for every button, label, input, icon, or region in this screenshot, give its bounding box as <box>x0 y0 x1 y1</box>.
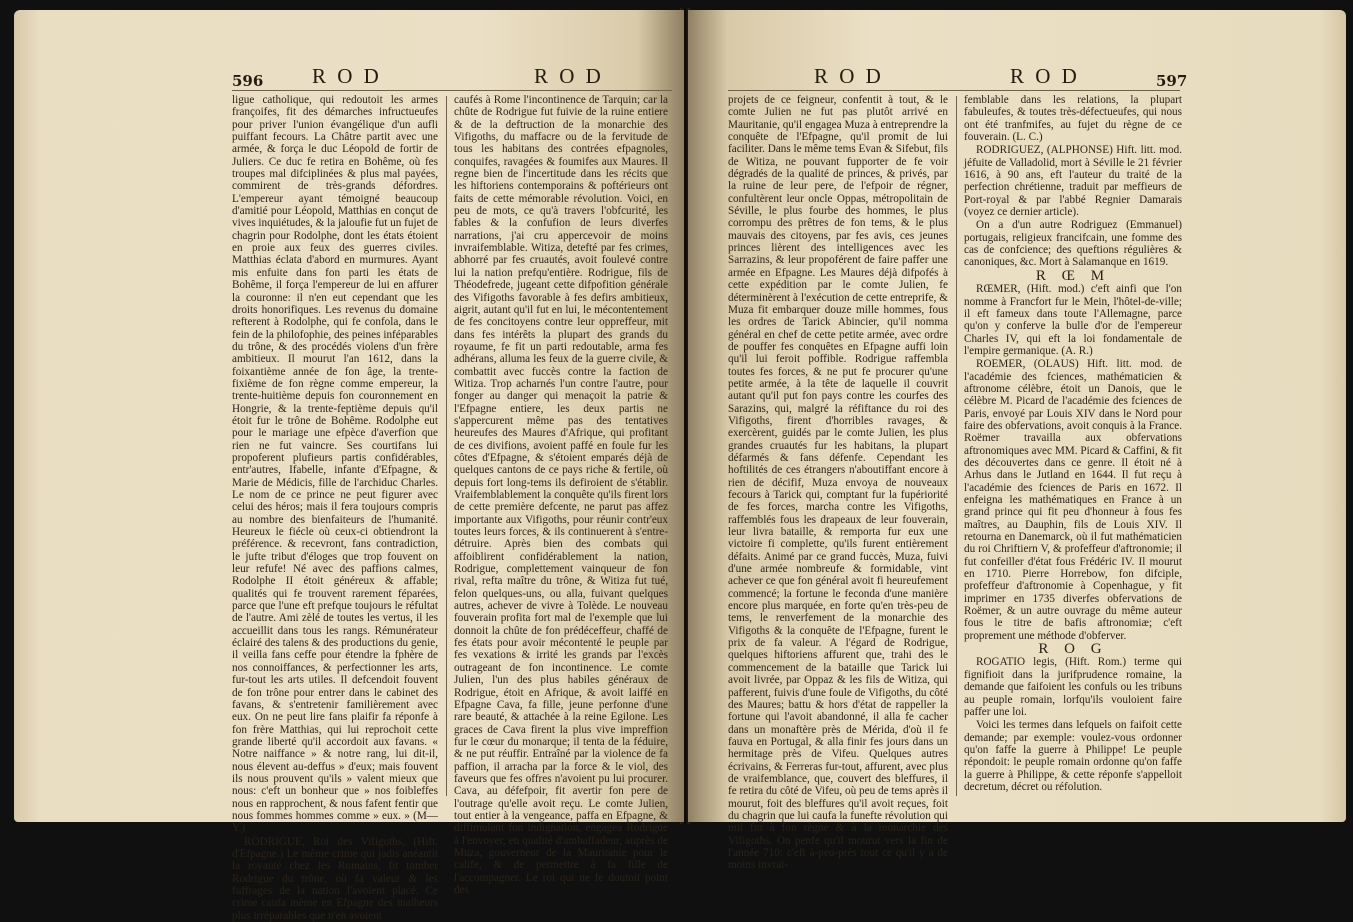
paragraph: ROEMER, (OLAUS) Hift. litt. mod. de l'académie des fciences, mathématicien & aftronome célèbre, étoit un Danois, que le célèbre M. Picard de l'académie des fciences de Paris, envoyé par Louis XIV dans le Nord pour faire des obfervations, avoit conquis à la France. Roëmer travailla aux obfervations aftronomiques avec MM. Picard & Caffini, & fit des découvertes dans ce genre. Il étoit né à Arhus dans le Jutland en 1644. Il fut reçu à l'académie des fciences de Paris en 1672. Il enfeigna les mathématiques en France à un grand prince qui fit peu d'honneur à fous fes maîtres, au Dauphin, fils de Louis XIV. Il retourna en Danemarck, où il fut mathématicien du roi Chriftiern V, & profeffeur d'aftronomie; il fut confeiller d'état fous Frédéric IV. Il mourut en 1710. Pierre Horrebow, fon difciple, profeffeur d'aftronomie à Copenhague, y fit imprimer en 1735 diverfes obfervations de Roëmer, & un autre ouvrage du même auteur fous le titre de bafis aftronomiæ; c'eft proprement une méthode d'obferver. <box>964 358 1182 642</box>
running-head-right: R O D <box>1010 64 1080 88</box>
page-number: 597 <box>1156 72 1188 90</box>
paragraph: RODRIGUE, Roi des Vifigoths, (Hift. d'Efpagne.) Le même crime qui jadis anéantit la royauté chez les Romains, fit tomber Rodrigue du trône, où fa valeur & les fuffrages de la nation l'avoient placé. Ce crime caufa même en Efpagne des malheurs plus irréparables que n'en avoient <box>232 835 438 922</box>
left-page-column-2 <box>454 94 668 896</box>
right-page-column-2 <box>964 94 1182 806</box>
running-head-left: R O D <box>312 64 382 88</box>
paragraph: caufés à Rome l'incontinence de Tarquin; car la chûte de Rodrigue fut fuivie de la ruine entiere & de la deftruction de la monarchie des Vifigoths, du maffacre ou de la fervitude de tous les habitans des contrées efpagnoles, conquifes, ravagées & foumifes aux Maures. Il regne bien de l'incertitude dans les récits que les hiftoriens contemporains & poftérieurs ont faits de cette mémorable révolution. Voici, en peu de mots, ce qu'à travers l'obfcurité, les fables & la confufion de leurs diverfes narrations, j'ai cru appercevoir de moins invraifemblable. Witiza, detefté par fes crimes, abhorré par fes cruautés, avoit foulevé contre lui la nation prefqu'entière. Rodrigue, fils de Théodefrede, jugeant cette difpofition générale des Vifigoths favorable à fes defirs ambitieux, aigrit, autant qu'il fut en lui, le mécontentement de fes concitoyens contre leur oppreffeur, mit dans fes intérêts la plupart des grands du royaume, fe fit un parti redoutable, arma fes adhérans, alluma les feux de la guerre civile, & combattit avec fuccès contre la faction de Witiza. Trop acharnés l'un contre l'autre, pour fonger au danger qui menaçoit la patrie & l'Efpagne entiere, les deux partis ne s'appercurent même pas des tentatives heureufes des Maures d'Afrique, qui profitant de ces divifions, avoient paffé en foule fur les côtes d'Efpagne, & s'étoient emparés déjà de quelques cantons de ce pays riche & fertile, où depuis fort long-tems ils defiroient de s'établir. Vraifemblablement la conquête qu'ils firent lors de cette première defcente, ne parut pas affez importante aux Vifigoths, pour réunir contr'eux toutes leurs forces, & ils continuerent à s'entre-détruire. Après bien des combats qui affoiblirent confidérablement la nation, Rodrigue, complettement vainqueur de fon rival, refta maître du trône, & Witiza fut tué, felon quelques-uns, ou alla, fuivant quelques autres, achever de vivre à Tolède. Le nouveau fouverain profita fort mal de l'exemple que lui donnoit la chûte de fon prédéceffeur, chaffé de fes états pour avoir mécontenté le peuple par fes vexations & irrité les grands par l'excès outrageant de fon incontinence. Le comte Julien, l'un des plus habiles généraux de Rodrigue, étoit en Afrique, & avoit laiffé en Efpagne Cava, fa fille, jeune perfonne d'une rare beauté, & attachée à la reine Egilone. Les graces de Cava firent la plus vive impreffion fur le cœur du monarque; il tenta de la féduire, & ne put réuffir. Entraîné par la violence de fa paffion, il arracha par la force & le viol, des faveurs que fes offres n'avoient pu lui procurer. Cava, au défefpoir, fit avertir fon pere de l'outrage qu'elle avoit reçu. Le comte Julien, tout entier à la vengeance, paffa en Efpagne, & diffimulant fon indignation, engagea Rodrigue à l'envoyer, en qualité d'ambaffadeur, auprès de Muza, gouverneur de la Mauritanie pour le calife, & de permettre à fa fille de l'accompagner. Le roi qui ne fe doutoit point des <box>454 94 668 896</box>
left-page-column-1 <box>232 94 438 922</box>
paragraph: ligue catholique, qui redoutoit les armes françoifes, fit des démarches infructueufes pour priver l'union évangélique d'un aufli puiffant fecours. La Châtre partit avec une armée, & força le duc Léopold de fortir de Juliers. Ce duc fe retira en Bohême, où fes troupes mal difciplinées & plus mal payées, commirent de très-grands défordres. L'empereur ayant témoigné beaucoup d'amitié pour Léopold, Matthias en conçut de vives inquiétudes, & la jaloufie fut un fujet de chagrin pour Rodolphe, dont les états étoient en proie aux feux des guerres civiles. Matthias éclata d'abord en murmures. Ayant mis enfuite dans fon parti les états de Bohême, il força l'empereur de lui en affurer la couronne: il n'en eut cependant que les droits honorifiques. Les revenus du domaine refterent à Rodolphe, qui fe confola, dans le fein de la philofophie, des peines inféparables du trône, & des procédés violens d'un frère ambitieux. Il mourut l'an 1612, dans la foixantième année de fon âge, la trente-fixième de fon règne comme empereur, la trente-huitième depuis fon couronnement en Hongrie, & la trente-feptième depuis qu'il étoit fur le trône de Bohême. Rodolphe eut pour le mariage une efpèce d'averfion que rien ne fut vaincre. Ses courtifans lui propoferent plufieurs partis confidérables, entr'autres, Ifabelle, infante d'Efpagne, & Marie de Médicis, fille de l'archiduc Charles. Le nom de ce prince ne peut figurer avec celui des héros; mais il fera toujours compris au nombre des bienfaiteurs de l'humanité. Heureux le fiécle où ceux-ci obtiendront la préférence. & recevront, fans contradiction, le jufte tribut d'éloges que trop fouvent on leur refufe! Né avec des paffions calmes, Rodolphe II étoit généreux & affable; qualités qui fe trouvent rarement féparées, parce que l'une eft prefque toujours le réfultat de l'autre. Ami zèlé de toutes les vertus, il les accueillit dans tous les rangs. Rémunérateur éclairé des talens & des productions du genie, il veilla fans ceffe pour étendre la fphère de nos connoiffances, & perfectionner les arts, fur-tout les arts utiles. Il defcendoit fouvent de fon trône pour entrer dans le cabinet des favans, & s'entretenir familièrement avec eux. On ne peut lire fans plaifir fa réponfe à fon frère Matthias, qui lui reprochoit cette grande liberté qu'il accordoit aux favans. « Notre naiffance » & notre rang, lui dit-il, nous élevent au-deffus » d'eux; mais fouvent ils nous prouvent qu'ils » valent mieux que nous: c'eft un bonheur que » nos foibleffes nous en rapprochent, & nous fafent fentir que nous fommes hommes comme » eux. » (M—Y.) <box>232 94 438 835</box>
right-page-column-1 <box>728 94 948 872</box>
section-heading: R Œ M <box>1035 267 1111 284</box>
paragraph: ROGATIO legis, (Hift. Rom.) terme qui fignifioit dans la jurifprudence romaine, la demande que faifoient les confuls ou les tribuns au peuple romain, lorfqu'ils vouloient faire paffer une loi. <box>964 656 1182 718</box>
paragraph: femblable dans les relations, la plupart fabuleufes, & toutes très-défectueufes, qui nous ont été tranfmifes, au fujet du règne de ce fouverain. (L. C.) <box>964 94 1182 144</box>
paragraph: RŒMER, (Hift. mod.) c'eft ainfi que l'on nomme à Francfort fur le Mein, l'hôtel-de-ville; il eft fameux dans toute l'Allemagne, parce qu'on y conferve la bulle d'or de l'empereur Charles IV, qui eft la loi fondamentale de l'empire germanique. (A. R.) <box>964 283 1182 357</box>
column-rule <box>446 96 447 796</box>
header-rule <box>728 90 1180 91</box>
right-page <box>688 10 1346 872</box>
running-head-left: R O D <box>814 64 884 88</box>
left-page <box>14 10 684 922</box>
header-rule <box>232 90 672 91</box>
paragraph: On a d'un autre Rodriguez (Emmanuel) portugais, religieux francifcain, une fomme des cas de confcience; des queftions régulières & canoniques, &c. Mort à Salamanque en 1619. <box>964 219 1182 269</box>
paragraph: Voici les termes dans lefquels on faifoit cette demande; par exemple: voulez-vous ordonner qu'on faffe la guerre à Philippe! Le peuple répondoit: le peuple romain ordonne qu'on faffe la guerre à Philippe, & cette réponfe s'appelloit decretum, décret ou réfolution. <box>964 719 1182 793</box>
column-rule <box>956 96 957 796</box>
paragraph: RODRIGUEZ, (ALPHONSE) Hift. litt. mod. jéfuite de Valladolid, mort à Séville le 21 février 1616, à 90 ans, eft l'auteur du traité de la perfection chrétienne, traduit par meffieurs de Port-royal & par l'abbé Regnier Damarais (voyez ce dernier article). <box>964 144 1182 219</box>
paragraph: projets de ce feigneur, confentit à tout, & le comte Julien ne fut pas plutôt arrivé en Mauritanie, qu'il engagea Muza à entreprendre la conquête de l'Efpagne, qu'il promit de lui faciliter. Dans le même tems Evan & Sifebut, fils de Witiza, ne pouvant fupporter de fe voir dégradés de la qualité de princes, & privés, par la ruine de leur pere, de l'efpoir de régner, confultèrent leur oncle Oppas, métropolitain de Séville, le plus fourbe des hommes, le plus corrompu des prêtres de fon tems, & le plus mauvais des citoyens, par fes avis, ces jeunes princes lièrent des intelligences avec les Sarrazins, & leur propoférent de faire paffer une armée en Efpagne. Les Maures déjà difpofés à cette expédition par le comte Julien, fe déterminèrent à l'exécution de cette entreprife, & Muza fit embarquer douze mille hommes, fous les ordres de Tarick Abincier, qu'il nomma général en chef de cette petite armée, avec ordre de pouffer fes conquêtes en Efpagne auffi loin qu'il lui feroit poffible. Rodrigue raffembla toutes fes forces, & ne put fe procurer qu'une petite armée, à la tête de laquelle il couvrit autant qu'il put fon pays contre les courfes des Sarazins, qui, malgré la réfiftance du roi des Vifigoths, firent d'horribles ravages, & exercèrent, guidés par le comte Julien, les plus grandes cruautés fur les habitans, la plupart défarmés & fans défenfe. Cependant les hoftilités de ces étrangers n'aboutiffant encore à rien de décifif, Muza envoya de nouveaux fecours à Tarick qui, comptant fur la fupériorité de fes forces, marcha contre les Vifigoths, raffemblés fous les drapeaux de leur fouverain, leur livra bataille, & remporta fur eux une victoire fi complette, qu'ils furent entièrement défaits. Animé par ce grand fuccès, Muza, fuivi d'une armée nombreufe & formidable, vint achever ce que fon général avoit fi heureufement commencé; la fortune le feconda d'une manière encore plus marquée, en forte qu'en très-peu de tems, le renverfement de la monarchie des Vifigoths & la conquête de l'Efpagne, furent le prix de fa valeur. A l'égard de Rodrigue, quelques hiftoriens affurent que, trahi des le commencement de la bataille que Tarick lui avoit livrée, par Oppaz & les fils de Witiza, qui pafferent, fuivis d'une foule de Vifigoths, du côté des Maures; battu & hors d'état de rappeller la fortune qui l'avoit abandonné, il alla fe cacher dans un monaftère près de Mérida, d'où il fe fauva en Portugal, & alla finir fes jours dans un hermitage près de Vifeu. Quelques autres écrivains, & Ferreras fur-tout, affurent, avec plus de vraifemblance, que, couvert des bleffures, il fe retira du côté de Vifeu, où peu de tems après il mourut, foit des bleffures qu'il avoit reçues, foit du chagrin que lui caufa la funefte révolution qui mit fin à fon règne & à la monarchie des Vifigoths. On penfe qu'il mourut vers la fin de l'année 710: c'eft à-peu-près tout ce qu'il y a de moins invrai- <box>728 94 948 872</box>
running-head-right: R O D <box>534 64 604 88</box>
section-heading: R O G <box>1038 641 1108 658</box>
page-number: 596 <box>232 72 264 90</box>
